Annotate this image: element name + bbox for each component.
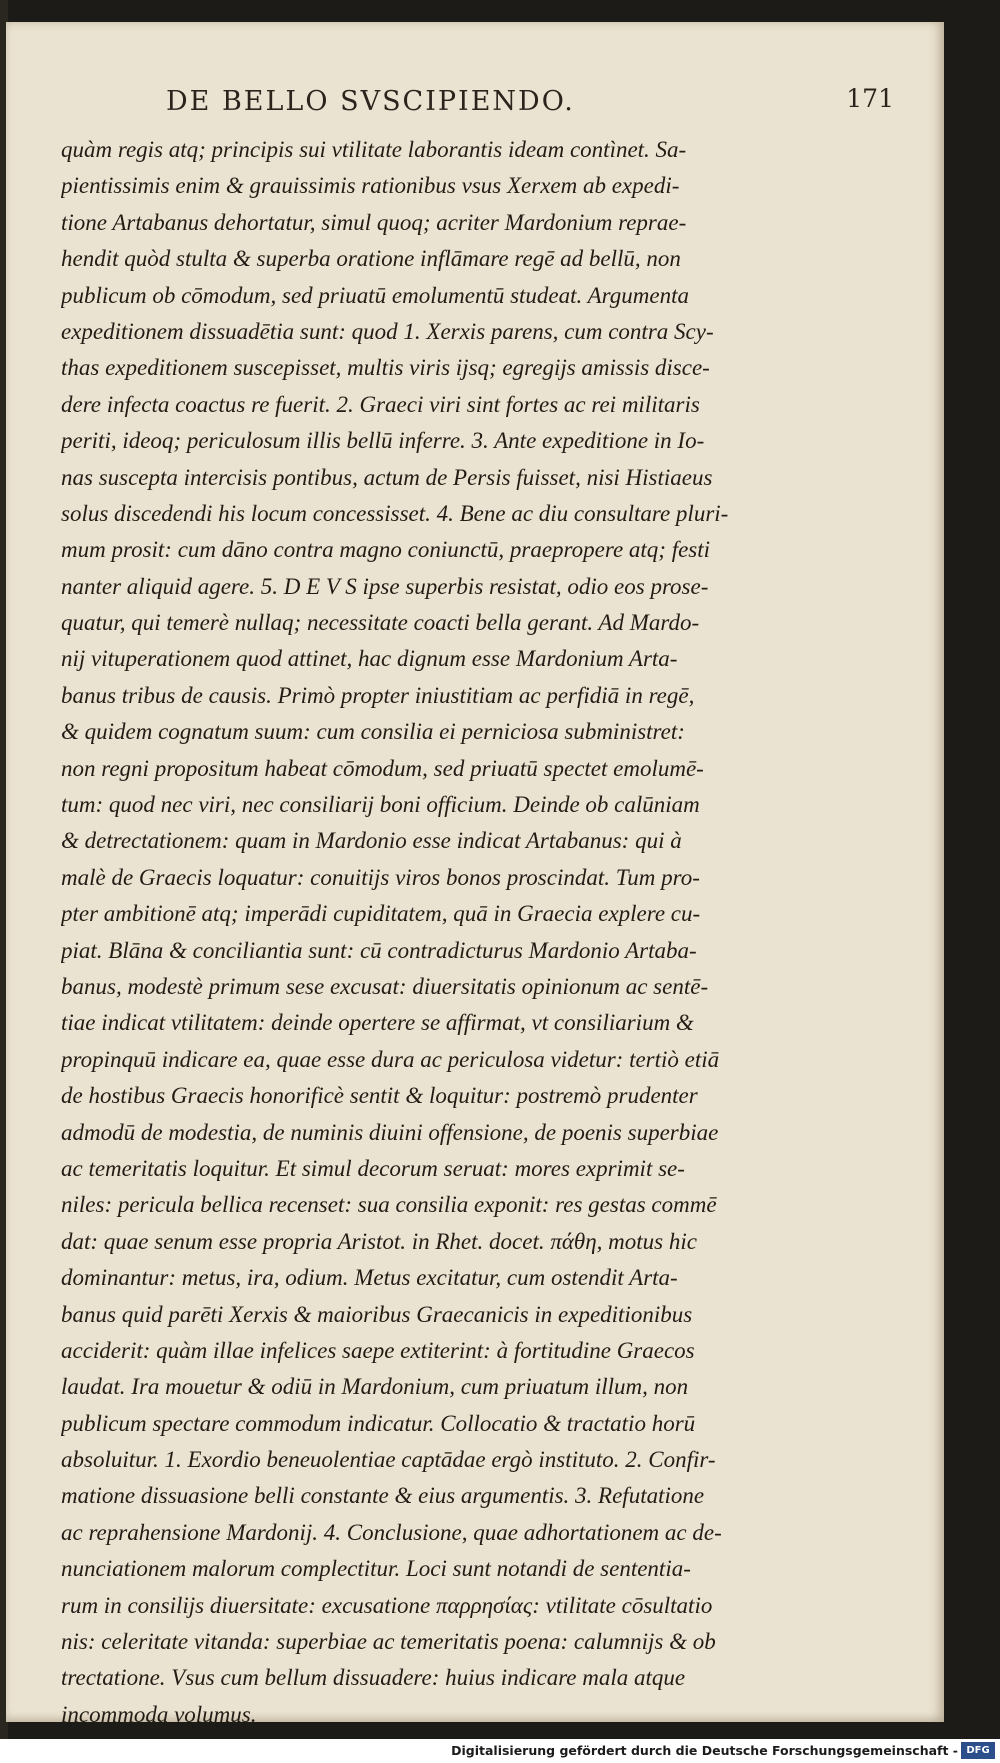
- text-line: propinquū indicare ea, quae esse dura ac periculosa videtur: tertiò etiā: [61, 1046, 720, 1072]
- text-line: incommoda volumus.: [61, 1701, 257, 1727]
- text-line: nunciationem malorum complectitur. Loci sunt notandi de sententia-: [61, 1556, 691, 1582]
- text-line: piat. Blāna & conciliantia sunt: cū contradicturus Mardonio Artaba-: [61, 937, 697, 963]
- text-line: hendit quòd stulta & superba oratione inflāmare regē ad bellū, non: [61, 246, 681, 272]
- text-line: dat: quae senum esse propria Aristot. in Rhet. docet. πάθη, motus hic: [61, 1228, 697, 1254]
- text-line: publicum spectare commodum indicatur. Collocatio & tractatio horū: [61, 1410, 696, 1436]
- running-head: [166, 84, 906, 124]
- text-line: nij vituperationem quod attinet, hac dignum esse Mardonium Arta-: [61, 646, 678, 672]
- footer-credit: Digitalisierung gefördert durch die Deutsche Forschungsgemeinschaft -: [451, 1743, 958, 1758]
- text-line: expeditionem dissuadētia sunt: quod 1. Xerxis parens, cum contra Scy-: [61, 318, 714, 344]
- book-page: [6, 22, 944, 1727]
- text-line: tione Artabanus dehortatur, simul quoq; acriter Mardonium reprae-: [61, 209, 687, 235]
- text-line: & detrectationem: quam in Mardonio esse indicat Artabanus: qui à: [61, 828, 682, 854]
- text-line: banus quid parēti Xerxis & maioribus Graecanicis in expeditionibus: [61, 1301, 693, 1327]
- text-line: trectatione. Vsus cum bellum dissuadere: huius indicare mala atque: [61, 1665, 686, 1691]
- page-number: 171: [846, 84, 894, 113]
- text-line: dere infecta coactus re fuerit. 2. Graeci viri sint fortes ac rei militaris: [61, 391, 700, 417]
- footer-bar: [0, 1739, 1000, 1763]
- text-line: quatur, qui temerè nullaq; necessitate coacti bella gerant. Ad Mardo-: [61, 610, 700, 636]
- dfg-logo: DFG: [961, 1742, 995, 1759]
- text-line: laudat. Ira mouetur & odiū in Mardonium, cum priuatum illum, non: [61, 1374, 689, 1400]
- text-line: banus, modestè primum sese excusat: diuersitatis opinionum ac sentē-: [61, 973, 709, 999]
- text-line: tiae indicat vtilitatem: deinde opertere se affirmat, vt consiliarium &: [61, 1010, 694, 1036]
- text-line: malè de Graecis loquatur: conuitijs viros bonos proscindat. Tum pro-: [61, 864, 700, 890]
- text-line: banus tribus de causis. Primò propter iniustitiam ac perfidiā in regē,: [61, 682, 695, 708]
- text-line: ac temeritatis loquitur. Et simul decorum seruat: mores exprimit se-: [61, 1155, 685, 1181]
- text-line: matione dissuasione belli constante & eius argumentis. 3. Refutatione: [61, 1483, 705, 1509]
- text-line: rum in consilijs diuersitate: excusatione παρρησίας: vtilitate cōsultatio: [61, 1592, 713, 1618]
- text-line: & quidem cognatum suum: cum consilia ei perniciosa subministret:: [61, 719, 685, 745]
- running-title: DE BELLO SVSCIPIENDO.: [166, 86, 575, 117]
- text-line: niles: pericula bellica recenset: sua consilia exponit: res gestas commē: [61, 1192, 717, 1218]
- text-line: solus discedendi his locum concessisset. 4. Bene ac diu consultare pluri-: [61, 500, 729, 526]
- text-line: pter ambitionē atq; imperādi cupiditatem, quā in Graecia explere cu-: [61, 901, 701, 927]
- text-line: thas expeditionem suscepisset, multis viris ijsq; egregijs amissis disce-: [61, 355, 710, 381]
- text-line: periti, ideoq; periculosum illis bellū inferre. 3. Ante expeditione in Io-: [61, 428, 705, 454]
- text-line: absoluitur. 1. Exordio beneuolentiae captādae ergò instituto. 2. Confir-: [61, 1447, 716, 1473]
- text-line: dominantur: metus, ira, odium. Metus excitatur, cum ostendit Arta-: [61, 1265, 678, 1291]
- text-line: publicum ob cōmodum, sed priuatū emolumentū studeat. Argumenta: [61, 282, 689, 308]
- text-line: pientissimis enim & grauissimis rationibus vsus Xerxem ab expedi-: [61, 173, 680, 199]
- text-line: mum prosit: cum dāno contra magno coniunctū, praepropere atq; festi: [61, 537, 711, 563]
- text-line: de hostibus Graecis honorificè sentit & loquitur: postremò prudenter: [61, 1083, 698, 1109]
- text-line: ac reprahensione Mardonij. 4. Conclusione, quae adhortationem ac de-: [61, 1519, 722, 1545]
- text-line: nanter aliquid agere. 5. D E V S ipse superbis resistat, odio eos prose-: [61, 573, 709, 599]
- text-line: quàm regis atq; principis sui vtilitate laborantis ideam contìnet. Sa-: [61, 137, 687, 162]
- body-text: [61, 132, 901, 1733]
- text-line: admodū de modestia, de numinis diuini offensione, de poenis superbiae: [61, 1119, 719, 1145]
- text-line: tum: quod nec viri, nec consiliarij boni officium. Deinde ob calūniam: [61, 792, 700, 818]
- text-line: acciderit: quàm illae infelices saepe extiterint: à fortitudine Graecos: [61, 1337, 695, 1363]
- text-line: nis: celeritate vitanda: superbiae ac temeritatis poena: calumnijs & ob: [61, 1629, 716, 1655]
- text-line: nas suscepta intercisis pontibus, actum de Persis fuisset, nisi Histiaeus: [61, 464, 713, 490]
- text-line: non regni propositum habeat cōmodum, sed priuatū spectet emolumē-: [61, 755, 704, 781]
